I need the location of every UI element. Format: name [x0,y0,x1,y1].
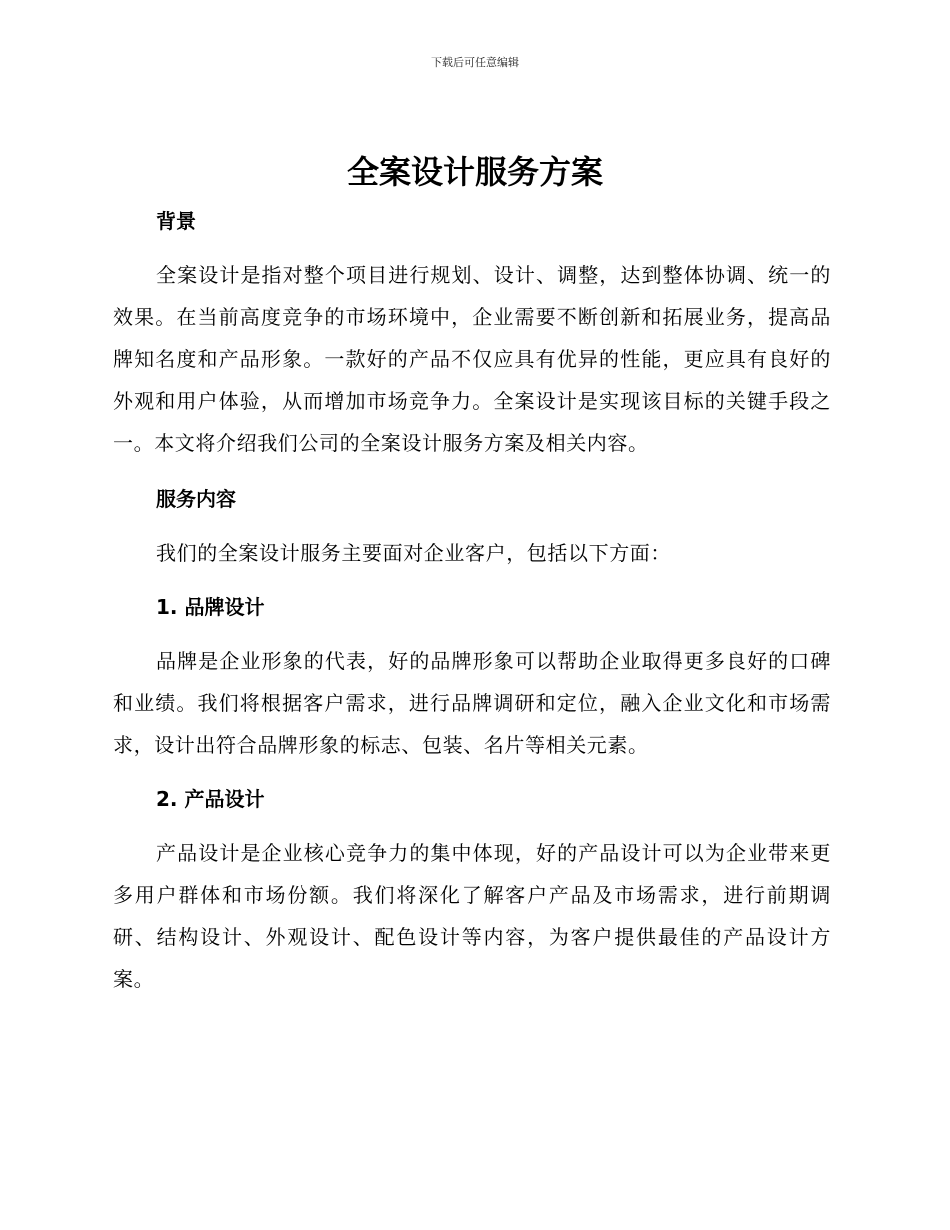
background-paragraph: 全案设计是指对整个项目进行规划、设计、调整，达到整体协调、统一的效果。在当前高度竞争的市场环境中，企业需要不断创新和拓展业务，提高品牌知名度和产品形象。一款好的产品不仅应具有优异的性能，更应具有良好的外观和用户体验，从而增加市场竞争力。全案设计是实现该目标的关键手段之一。本文将介绍我们公司的全案设计服务方案及相关内容。 [113,263,831,455]
section-heading-background: 背景 [156,209,196,233]
section-heading-product-design: 2. 产品设计 [156,787,265,811]
services-intro-paragraph: 我们的全案设计服务主要面对企业客户，包括以下方面： [156,541,671,565]
section-heading-brand-design: 1. 品牌设计 [156,595,265,619]
document-body [113,200,831,1000]
document-title: 全案设计服务方案 [346,153,603,191]
product-design-paragraph: 产品设计是企业核心竞争力的集中体现，好的产品设计可以为企业带来更多用户群体和市场份额。我们将深化了解客户产品及市场需求，进行前期调研、结构设计、外观设计、配色设计等内容，为客户提供最佳的产品设计方案。 [113,841,831,991]
section-heading-services: 服务内容 [156,487,236,511]
page-header-note: 下载后可任意编辑 [431,56,519,69]
brand-design-paragraph: 品牌是企业形象的代表，好的品牌形象可以帮助企业取得更多良好的口碑和业绩。我们将根据客户需求，进行品牌调研和定位，融入企业文化和市场需求，设计出符合品牌形象的标志、包装、名片等相关元素。 [113,649,831,757]
